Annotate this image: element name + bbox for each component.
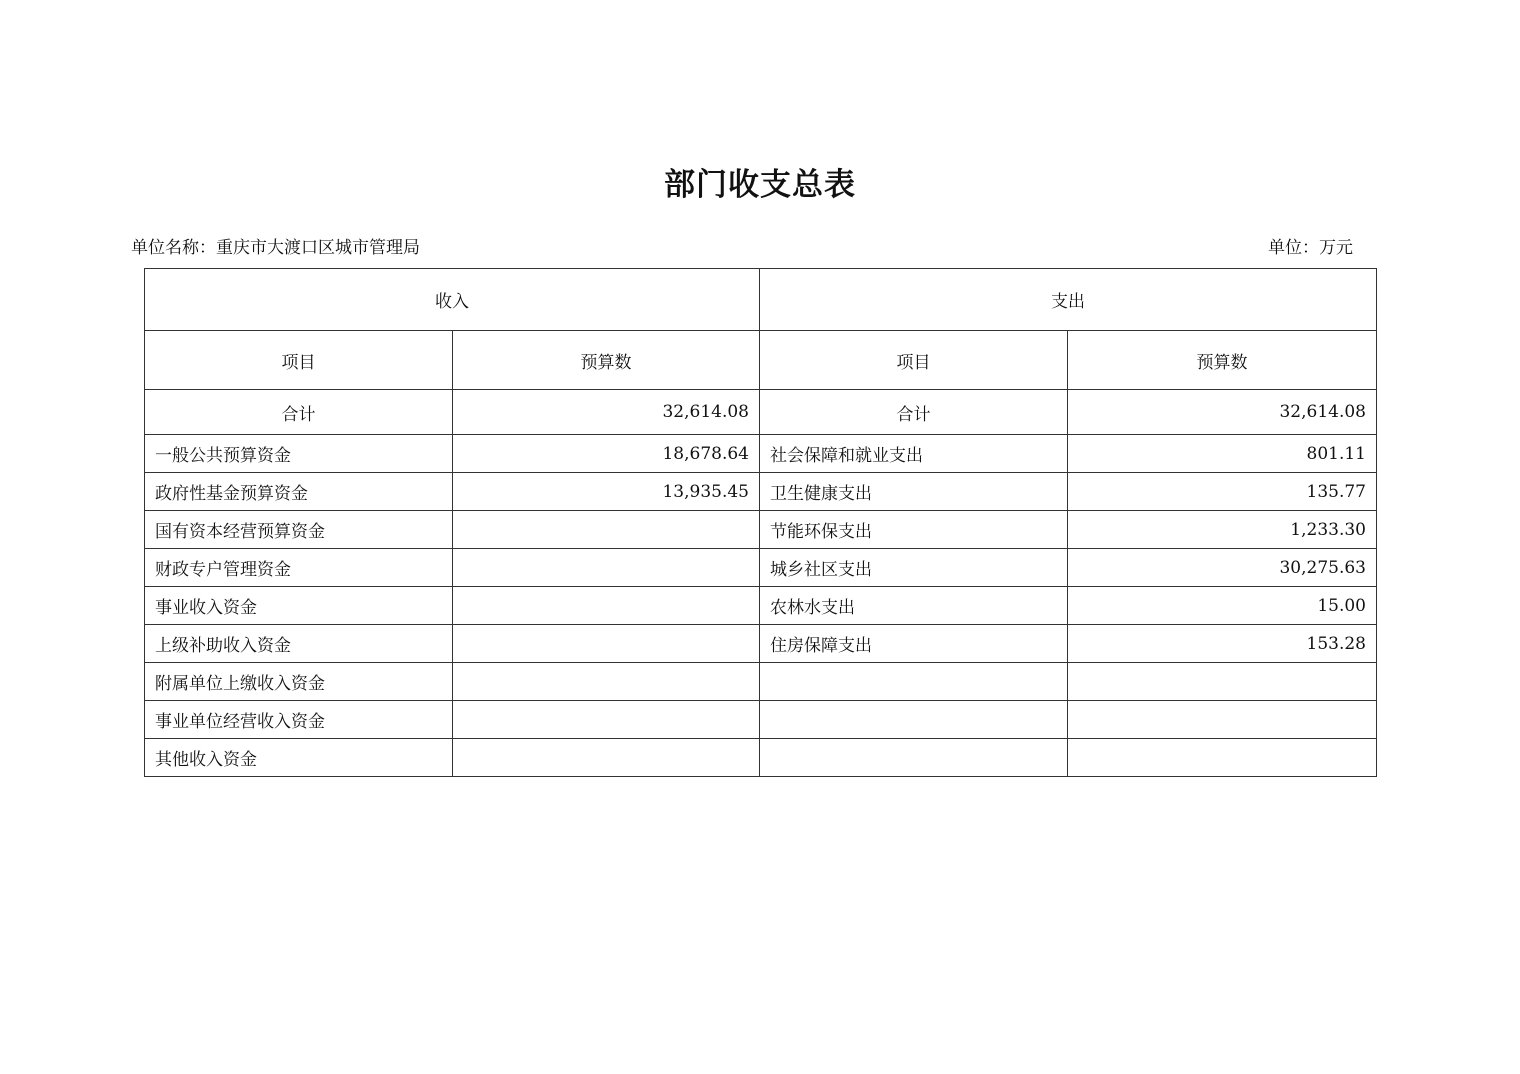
expense-item-cell: 城乡社区支出	[760, 549, 1068, 587]
expense-item-cell: 社会保障和就业支出	[760, 435, 1068, 473]
table-row	[145, 701, 1377, 739]
income-budget-cell: 18,678.64	[453, 435, 760, 473]
income-group-header: 收入	[145, 269, 760, 331]
group-header-row	[145, 269, 1377, 331]
income-total-value: 32,614.08	[453, 390, 760, 435]
income-budget-cell	[453, 625, 760, 663]
income-budget-cell	[453, 663, 760, 701]
table-row	[145, 435, 1377, 473]
income-item-cell: 国有资本经营预算资金	[145, 511, 453, 549]
page-title: 部门收支总表	[664, 167, 856, 203]
expense-total-label: 合计	[760, 390, 1068, 435]
income-item-cell: 其他收入资金	[145, 739, 453, 777]
expense-budget-cell: 1,233.30	[1068, 511, 1377, 549]
income-budget-cell	[453, 549, 760, 587]
income-budget-cell: 13,935.45	[453, 473, 760, 511]
expense-budget-cell: 135.77	[1068, 473, 1377, 511]
expense-total-value: 32,614.08	[1068, 390, 1377, 435]
table-row	[145, 739, 1377, 777]
expense-budget-cell	[1068, 701, 1377, 739]
expense-item-cell: 卫生健康支出	[760, 473, 1068, 511]
expense-budget-cell: 153.28	[1068, 625, 1377, 663]
income-item-cell: 上级补助收入资金	[145, 625, 453, 663]
table-row	[145, 625, 1377, 663]
expense-group-header: 支出	[760, 269, 1377, 331]
income-item-cell: 事业单位经营收入资金	[145, 701, 453, 739]
expense-budget-cell: 15.00	[1068, 587, 1377, 625]
expense-item-column-header: 项目	[760, 331, 1068, 390]
expense-budget-cell: 30,275.63	[1068, 549, 1377, 587]
income-item-cell: 财政专户管理资金	[145, 549, 453, 587]
income-budget-cell	[453, 739, 760, 777]
currency-unit-label: 单位：万元	[1268, 238, 1353, 258]
income-item-cell: 附属单位上缴收入资金	[145, 663, 453, 701]
total-row	[145, 390, 1377, 435]
income-budget-cell	[453, 587, 760, 625]
income-budget-column-header: 预算数	[453, 331, 760, 390]
income-item-cell: 事业收入资金	[145, 587, 453, 625]
expense-item-cell	[760, 739, 1068, 777]
expense-item-cell: 农林水支出	[760, 587, 1068, 625]
income-item-cell: 一般公共预算资金	[145, 435, 453, 473]
income-budget-cell	[453, 701, 760, 739]
expense-item-cell: 住房保障支出	[760, 625, 1068, 663]
table-row	[145, 549, 1377, 587]
expense-item-cell: 节能环保支出	[760, 511, 1068, 549]
income-item-column-header: 项目	[145, 331, 453, 390]
expense-item-cell	[760, 701, 1068, 739]
expense-budget-cell	[1068, 739, 1377, 777]
table-row	[145, 587, 1377, 625]
income-budget-cell	[453, 511, 760, 549]
column-header-row	[145, 331, 1377, 390]
expense-budget-cell	[1068, 663, 1377, 701]
income-expense-summary-table	[144, 268, 1377, 777]
expense-item-cell	[760, 663, 1068, 701]
income-total-label: 合计	[145, 390, 453, 435]
table-row	[145, 473, 1377, 511]
table-row	[145, 511, 1377, 549]
unit-name-label: 单位名称：重庆市大渡口区城市管理局	[131, 238, 420, 258]
expense-budget-column-header: 预算数	[1068, 331, 1377, 390]
expense-budget-cell: 801.11	[1068, 435, 1377, 473]
income-item-cell: 政府性基金预算资金	[145, 473, 453, 511]
table-row	[145, 663, 1377, 701]
